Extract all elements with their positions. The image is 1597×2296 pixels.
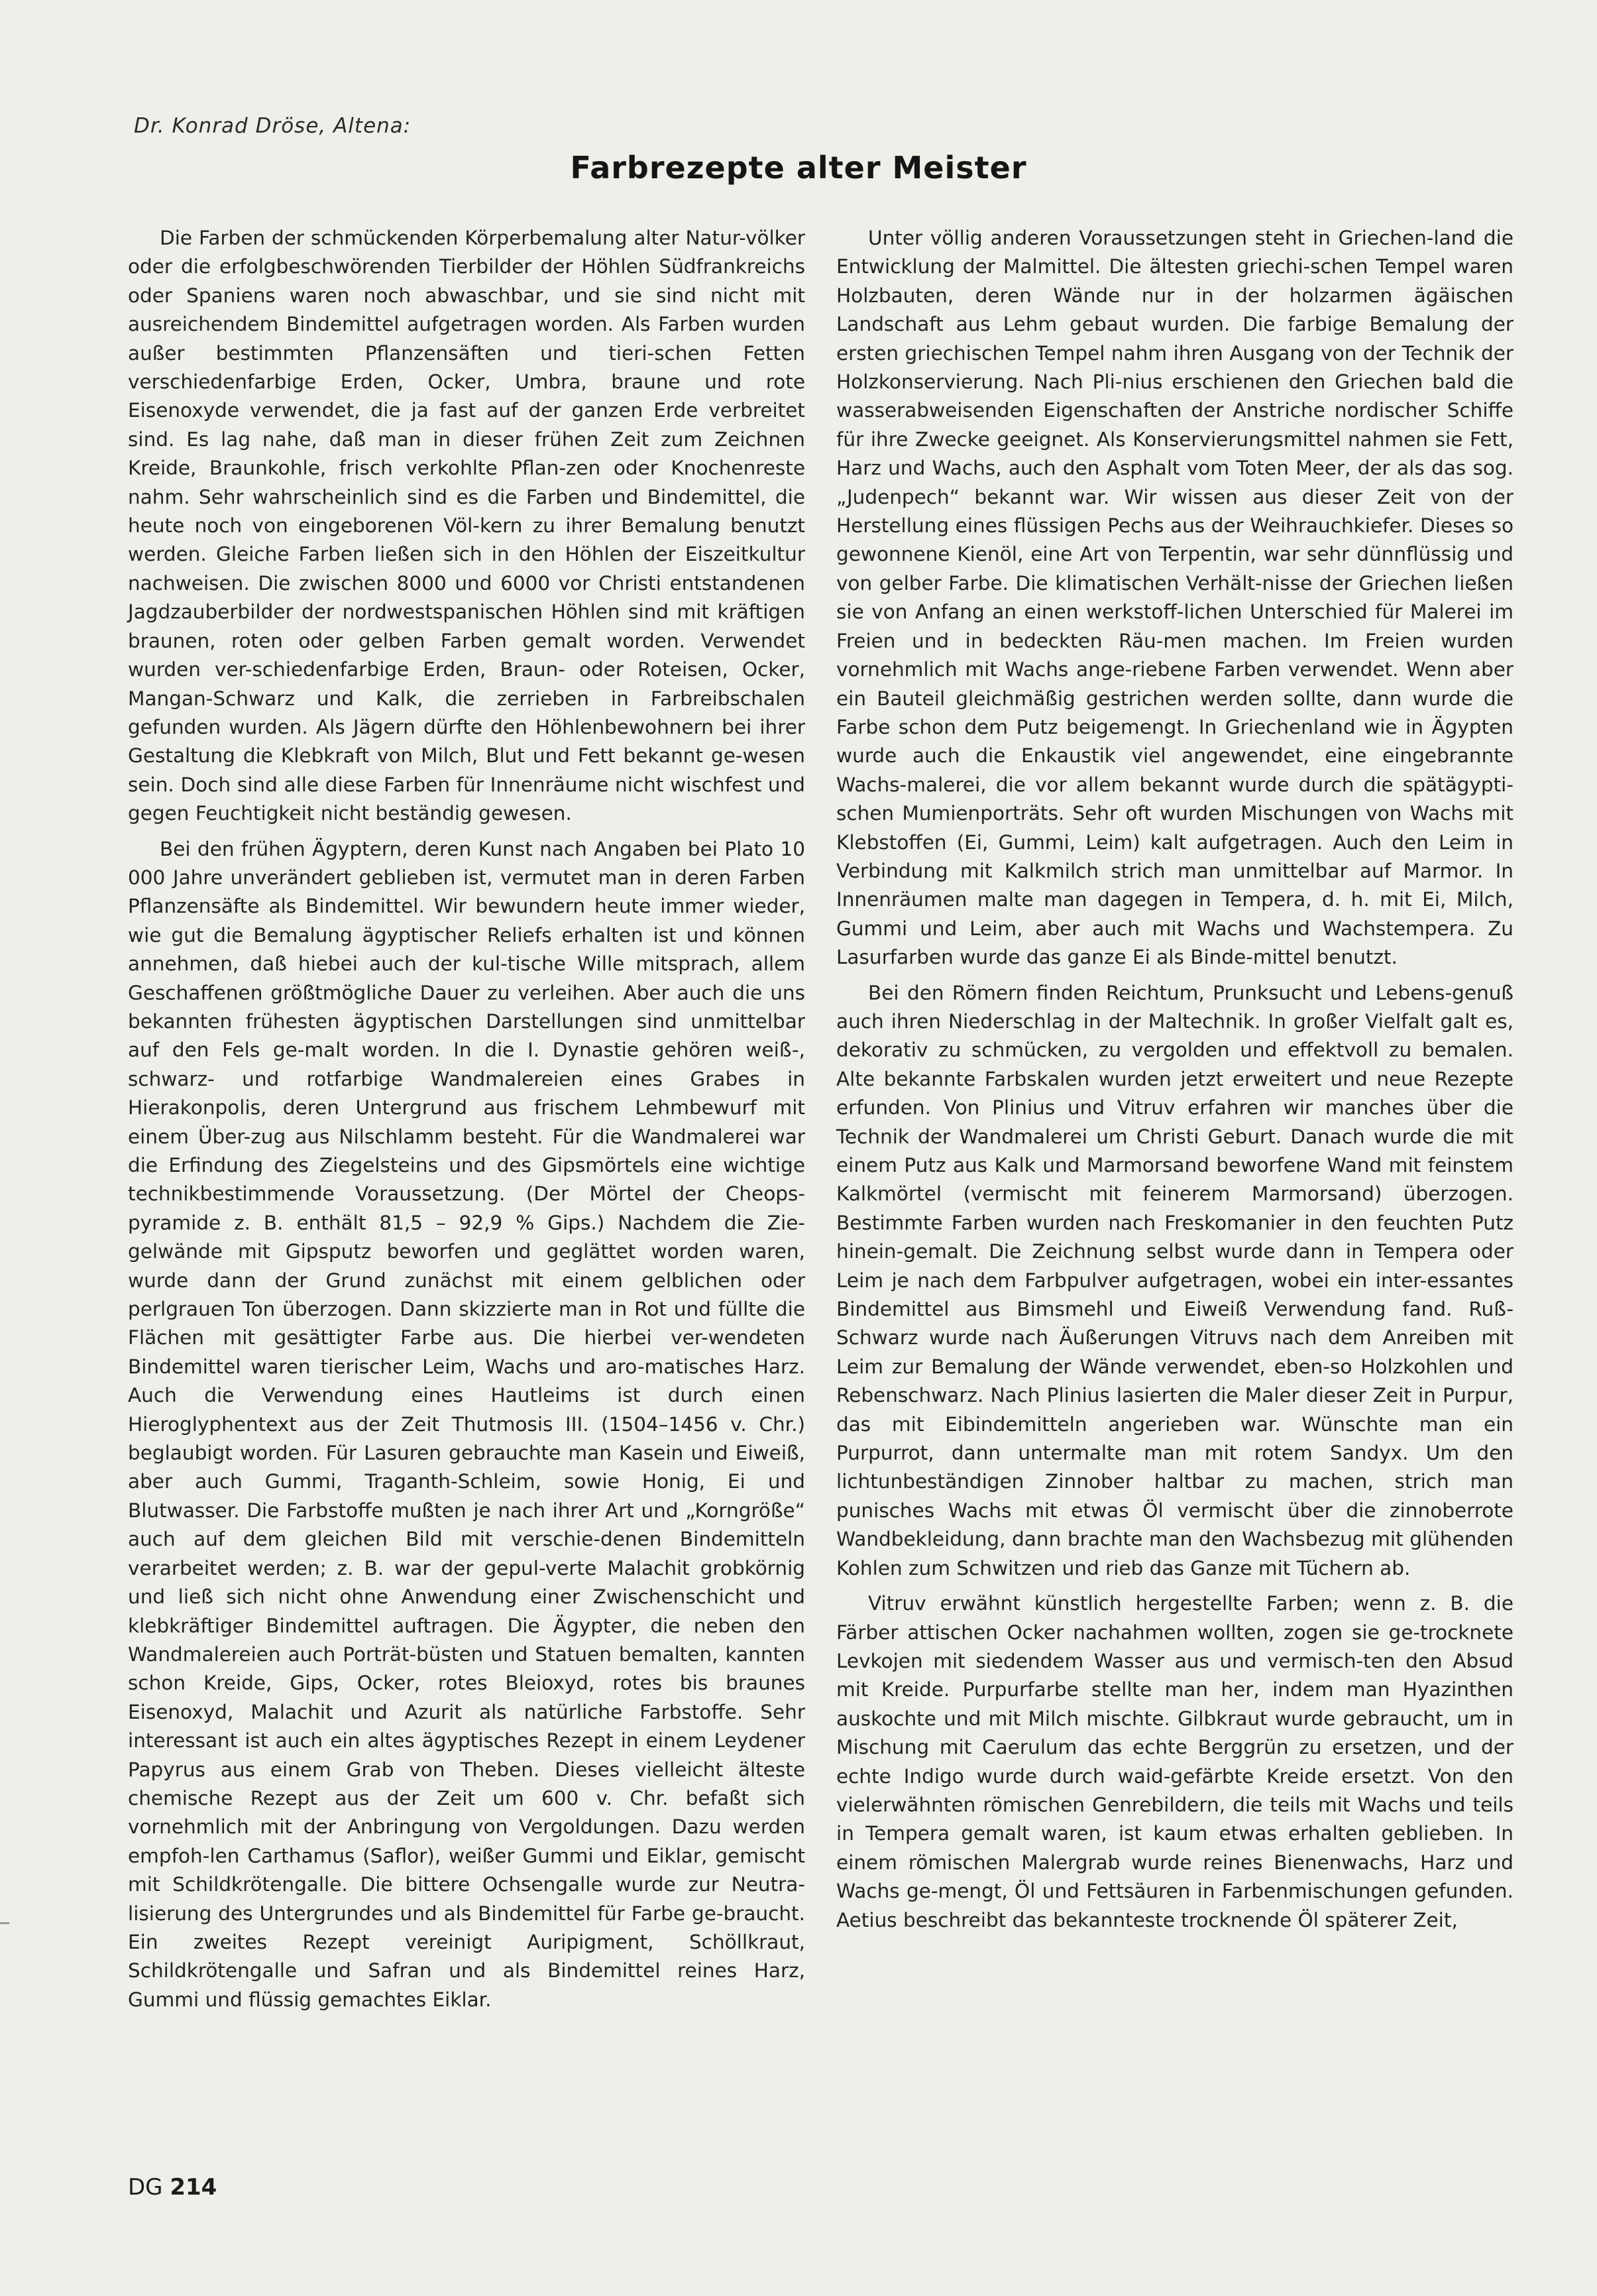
margin-mark bbox=[0, 1922, 9, 1924]
paragraph: Vitruv erwähnt künstlich hergestellte Farben; wenn z. B. die Färber attischen Ocker nachahmen wollten, zogen sie ge-trocknete Levkojen mit siedendem Wasser aus und vermisch-ten den Absud mit Kreide. Purpurfarbe stellte man her, indem man Hyazinthen auskochte und mit Milch mischte. Gilbkraut wurde gebraucht, um in Mischung mit Caerulum das echte Berggrün zu ersetzen, und der echte Indigo wurde durch waid-gefärbte Kreide ersetzt. Von den vielerwähnten römischen Genrebildern, die teils mit Wachs und teils in Tempera gemalt waren, ist kaum etwas erhalten geblieben. In einem römischen Malergrab wurde reines Bienenwachs, Harz und Wachs ge-mengt, Öl und Fettsäuren in Farbenmischungen gefunden. Aetius beschreibt das bekannteste trocknende Öl späterer Zeit, bbox=[836, 1592, 1514, 1931]
paragraph: Die Farben der schmückenden Körperbemalung alter Natur-völker oder die erfolgbeschwörenden Tierbilder der Höhlen Südfrankreichs oder Spaniens waren noch abwaschbar, und sie sind nicht mit ausreichendem Bindemittel aufgetragen worden. Als Farben wurden außer bestimmten Pflanzensäften und tieri-schen Fetten verschiedenfarbige Erden, Ocker, Umbra, braune und rote Eisenoxyde verwendet, die ja fast auf der ganzen Erde verbreitet sind. Es lag nahe, daß man in dieser frühen Zeit zum Zeichnen Kreide, Braunkohle, frisch verkohlte Pflan-zen oder Knochenreste nahm. Sehr wahrscheinlich sind es die Farben und Bindemittel, die heute noch von eingeborenen Völ-kern zu ihrer Bemalung benutzt werden. Gleiche Farben ließen sich in den Höhlen der Eiszeitkultur nachweisen. Die zwischen 8000 und 6000 vor Christi entstandenen Jagdzauberbilder der nordwestspanischen Höhlen sind mit kräftigen braunen, roten oder gelben Farben gemalt worden. Verwendet wurden ver-schiedenfarbige Erden, Braun- oder Roteisen, Ocker, Mangan-Schwarz und Kalk, die zerrieben in Farbreibschalen gefunden wurden. Als Jägern dürfte den Höhlenbewohnern bei ihrer Gestaltung die Klebkraft von Milch, Blut und Fett bekannt ge-wesen sein. Doch sind alle diese Farben für Innenräume nicht wischfest und gegen Feuchtigkeit nicht beständig gewesen. bbox=[128, 227, 805, 825]
paragraph: Bei den Römern finden Reichtum, Prunksucht und Lebens-genuß auch ihren Niederschlag in der Maltechnik. In großer Vielfalt galt es, dekorativ zu schmücken, zu vergolden und effektvoll zu bemalen. Alte bekannte Farbskalen wurden jetzt erweitert und neue Rezepte erfunden. Von Plinius und Vitruv erfahren wir manches über die Technik der Wandmalerei um Christi Geburt. Danach wurde die mit einem Putz aus Kalk und Marmorsand beworfene Wand mit feinstem Kalkmörtel (vermischt mit feinerem Marmorsand) überzogen. Bestimmte Farben wurden nach Freskomanier in den feuchten Putz hinein-gemalt. Die Zeichnung selbst wurde dann in Tempera oder Leim je nach dem Farbpulver aufgetragen, wobei ein inter-essantes Bindemittel aus Bimsmehl und Eiweiß Verwendung fand. Ruß-Schwarz wurde nach Äußerungen Vitruvs nach dem Anreiben mit Leim zur Bemalung der Wände verwendet, eben-so Holzkohlen und Rebenschwarz. Nach Plinius lasierten die Maler dieser Zeit in Purpur, das mit Eibindemitteln angerieben war. Wünschte man ein Purpurrot, dann untermalte man mit rotem Sandyx. Um den lichtunbeständigen Zinnober haltbar zu machen, strich man punisches Wachs mit etwas Öl vermischt über die zinnoberrote Wandbekleidung, dann brachte man den Wachsbezug mit glühenden Kohlen zum Schwitzen und rieb das Ganze mit Tüchern ab. bbox=[836, 981, 1514, 1579]
page-footer bbox=[128, 2174, 217, 2201]
left-column bbox=[128, 224, 805, 2021]
paragraph: Bei den frühen Ägyptern, deren Kunst nach Angaben bei Plato 10 000 Jahre unverändert geblieben ist, vermutet man in deren Farben Pflanzensäfte als Bindemittel. Wir bewundern heute immer wieder, wie gut die Bemalung ägyptischer Reliefs erhalten ist und können annehmen, daß hiebei auch der kul-tische Wille mitsprach, allem Geschaffenen größtmögliche Dauer zu verleihen. Aber auch die uns bekannten frühesten ägyptischen Darstellungen sind unmittelbar auf den Fels ge-malt worden. In die I. Dynastie gehören weiß-, schwarz- und rotfarbige Wandmalereien eines Grabes in Hierakonpolis, deren Untergrund aus frischem Lehmbewurf mit einem Über-zug aus Nilschlamm besteht. Für die Wandmalerei war die Erfindung des Ziegelsteins und des Gipsmörtels eine wichtige technikbestimmende Voraussetzung. (Der Mörtel der Cheops-pyramide z. B. enthält 81,5 – 92,9 % Gips.) Nachdem die Zie-gelwände mit Gipsputz beworfen und geglättet worden waren, wurde dann der Grund zunächst mit einem gelblichen oder perlgrauen Ton überzogen. Dann skizzierte man in Rot und füllte die Flächen mit gesättigter Farbe aus. Die hierbei ver-wendeten Bindemittel waren tierischer Leim, Wachs und aro-matisches Harz. Auch die Verwendung eines Hautleims ist durch einen Hieroglyphentext aus der Zeit Thutmosis III. (1504–1456 v. Chr.) beglaubigt worden. Für Lasuren gebrauchte man Kasein und Eiweiß, aber auch Gummi, Traganth-Schleim, sowie Honig, Ei und Blutwasser. Die Farbstoffe mußten je nach ihrer Art und „Korngröße“ auch auf dem gleichen Bild mit verschie-denen Bindemitteln verarbeitet werden; z. B. war der gepul-verte Malachit grobkörnig und ließ sich nicht ohne Anwendung einer Zwischenschicht und klebkräftiger Bindemittel auftragen. Die Ägypter, die neben den Wandmalereien auch Porträt-büsten und Statuen bemalten, kannten schon Kreide, Gips, Ocker, rotes Bleioxyd, rotes bis braunes Eisenoxyd, Malachit und Azurit als natürliche Farbstoffe. Sehr interessant ist auch ein altes ägyptisches Rezept in einem Leydener Papyrus aus einem Grab von Theben. Dieses vielleicht älteste chemische Rezept aus der Zeit um 600 v. Chr. befaßt sich vornehmlich mit der Anbringung von Vergoldungen. Dazu werden empfoh-len Carthamus (Saflor), weißer Gummi und Eiklar, gemischt mit Schildkrötengalle. Die bittere Ochsengalle wurde zur Neutra-lisierung des Untergrundes und als Bindemittel für Farbe ge-braucht. Ein zweites Rezept vereinigt Auripigment, Schöllkraut, Schildkrötengalle und Safran und als Bindemittel reines Harz, Gummi und flüssig gemachtes Eiklar. bbox=[128, 837, 805, 2011]
right-column bbox=[836, 224, 1514, 1941]
footer-prefix: DG bbox=[128, 2174, 163, 2201]
page-number: 214 bbox=[170, 2174, 217, 2201]
author-line: Dr. Konrad Dröse, Altena: bbox=[134, 114, 412, 138]
article-title: Farbrezepte alter Meister bbox=[570, 150, 1027, 186]
paragraph: Unter völlig anderen Voraussetzungen steht in Griechen-land die Entwicklung der Malmittel. Die ältesten griechi-schen Tempel waren Holzbauten, deren Wände nur in der holzarmen ägäischen Landschaft aus Lehm gebaut wurden. Die farbige Bemalung der ersten griechischen Tempel nahm ihren Ausgang von der Technik der Holzkonservierung. Nach Pli-nius erschienen den Griechen bald die wasserabweisenden Eigenschaften der Anstriche nordischer Schiffe für ihre Zwecke geeignet. Als Konservierungsmittel nahmen sie Fett, Harz und Wachs, auch den Asphalt vom Toten Meer, der als das sog. „Judenpech“ bekannt war. Wir wissen aus dieser Zeit von der Herstellung eines flüssigen Pechs aus der Weihrauchkiefer. Dieses so gewonnene Kienöl, eine Art von Terpentin, war sehr dünnflüssig und von gelber Farbe. Die klimatischen Verhält-nisse der Griechen ließen sie von Anfang an einen werkstoff-lichen Unterschied für Malerei im Freien und in bedeckten Räu-men machen. Im Freien wurden vornehmlich mit Wachs ange-riebene Farben verwendet. Wenn aber ein Bauteil gleichmäßig gestrichen werden sollte, dann wurde die Farbe schon dem Putz beigemengt. In Griechenland wie in Ägypten wurde auch die Enkaustik viel angewendet, eine eingebrannte Wachs-malerei, die vor allem bekannt wurde durch die spätägypti-schen Mumienporträts. Sehr oft wurden Mischungen von Wachs mit Klebstoffen (Ei, Gummi, Leim) kalt aufgetragen. Auch den Leim in Verbindung mit Kalkmilch strich man unmittelbar auf Marmor. In Innenräumen malte man dagegen in Tempera, d. h. mit Ei, Milch, Gummi und Leim, aber auch mit Wachs und Wachstempera. Zu Lasurfarben wurde das ganze Ei als Binde-mittel benutzt. bbox=[836, 227, 1514, 969]
